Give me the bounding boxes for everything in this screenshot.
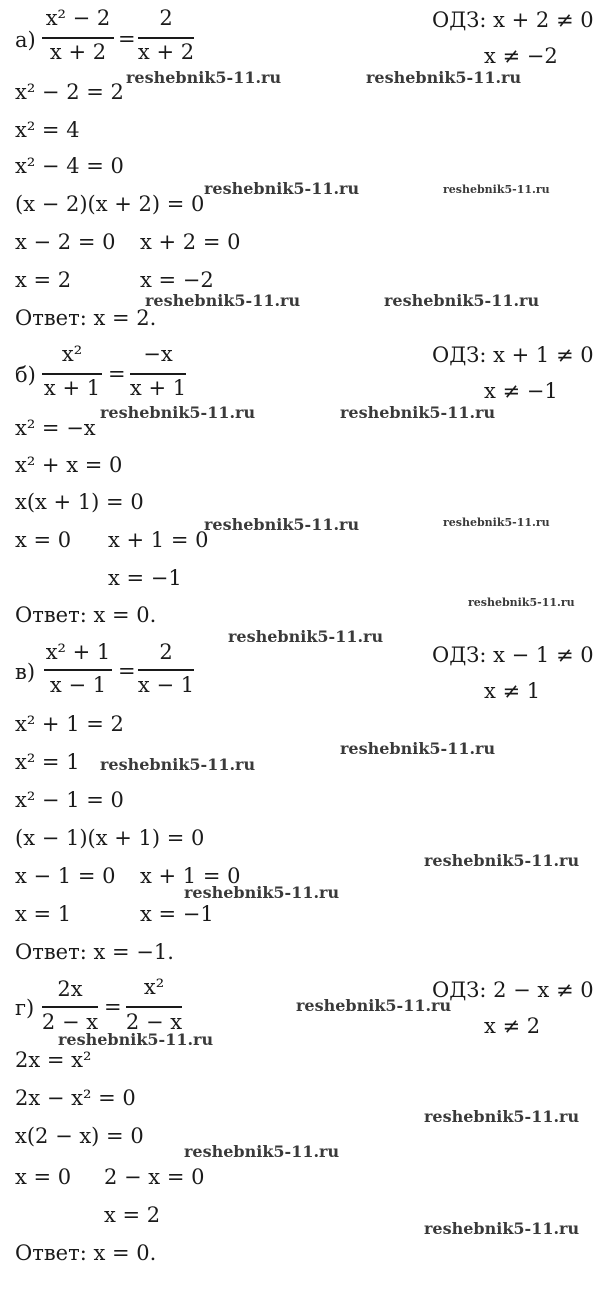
watermark: reshebnik5-11.ru [366,68,522,87]
fraction-bar [44,669,112,671]
denominator: x + 2 [137,40,195,64]
split-right: x = −1 [108,566,182,590]
step-line: x² = 4 [15,118,80,142]
step-line: x² = 1 [15,750,80,774]
numerator: 2x [57,977,83,1001]
split-right: x = 2 [104,1203,161,1227]
numerator: 2 [159,640,173,664]
numerator: x² − 2 [45,6,111,30]
denominator: x − 1 [137,673,195,697]
watermark: reshebnik5-11.ru [468,596,575,609]
odz-result: x ≠ −1 [484,379,558,403]
numerator: 2 [159,6,173,30]
watermark: reshebnik5-11.ru [228,627,384,646]
numerator: x² [61,342,83,366]
step-line: x² + 1 = 2 [15,712,124,736]
step-line: x² − 2 = 2 [15,80,124,104]
fraction-bar [42,1006,98,1008]
equals-sign: = [118,27,136,51]
split-left: x = 0 [15,528,72,552]
split-left: x − 1 = 0 [15,864,116,888]
watermark: reshebnik5-11.ru [424,1107,580,1126]
watermark: reshebnik5-11.ru [384,291,540,310]
watermark: reshebnik5-11.ru [443,516,550,529]
part-letter: в) [15,660,36,684]
denominator: x + 1 [129,376,187,400]
step-line: x² − 4 = 0 [15,154,124,178]
watermark: reshebnik5-11.ru [58,1030,214,1049]
watermark: reshebnik5-11.ru [340,739,496,758]
fraction-bar [138,37,194,39]
step-line: x² + x = 0 [15,453,123,477]
watermark: reshebnik5-11.ru [145,291,301,310]
split-left: x = 2 [15,268,72,292]
step-line: 2x = x² [15,1048,92,1072]
part-letter: б) [15,363,36,387]
answer-line: Ответ: x = 0. [15,1241,157,1265]
watermark: reshebnik5-11.ru [424,1219,580,1238]
odz-condition: ОДЗ: 2 − x ≠ 0 [432,978,594,1002]
watermark: reshebnik5-11.ru [443,183,550,196]
watermark: reshebnik5-11.ru [184,1142,340,1161]
step-line: x² − 1 = 0 [15,788,124,812]
odz-condition: ОДЗ: x + 2 ≠ 0 [432,8,594,32]
odz-result: x ≠ −2 [484,44,558,68]
step-line: (x − 2)(x + 2) = 0 [15,192,205,216]
watermark: reshebnik5-11.ru [100,403,256,422]
watermark: reshebnik5-11.ru [100,755,256,774]
numerator: x² + 1 [45,640,111,664]
split-left: x = 1 [15,902,72,926]
odz-condition: ОДЗ: x − 1 ≠ 0 [432,643,594,667]
denominator: x + 2 [49,40,107,64]
odz-result: x ≠ 1 [484,679,541,703]
step-line: x² = −x [15,416,96,440]
watermark: reshebnik5-11.ru [204,515,360,534]
split-left: x = 0 [15,1165,72,1189]
answer-line: Ответ: x = 0. [15,603,157,627]
answer-line: Ответ: x = 2. [15,306,157,330]
numerator: x² [143,975,165,999]
watermark: reshebnik5-11.ru [184,883,340,902]
split-right: x = −2 [140,268,214,292]
split-right: x = −1 [140,902,214,926]
step-line: x(x + 1) = 0 [15,490,144,514]
split-right: x + 1 = 0 [108,528,209,552]
part-letter: г) [15,996,35,1020]
step-line: 2x − x² = 0 [15,1086,136,1110]
watermark: reshebnik5-11.ru [424,851,580,870]
step-line: x(2 − x) = 0 [15,1124,144,1148]
fraction-bar [42,37,114,39]
split-right: x + 2 = 0 [140,230,241,254]
watermark: reshebnik5-11.ru [296,996,452,1015]
equals-sign: = [108,362,126,386]
fraction-bar [130,373,186,375]
fraction-bar [126,1006,182,1008]
watermark: reshebnik5-11.ru [126,68,282,87]
fraction-bar [138,669,194,671]
watermark: reshebnik5-11.ru [340,403,496,422]
part-letter: а) [15,28,36,52]
numerator: −x [143,342,173,366]
split-right: 2 − x = 0 [104,1165,205,1189]
odz-condition: ОДЗ: x + 1 ≠ 0 [432,343,594,367]
split-left: x − 2 = 0 [15,230,116,254]
watermark: reshebnik5-11.ru [204,179,360,198]
equals-sign: = [104,995,122,1019]
denominator: x + 1 [43,376,101,400]
fraction-bar [42,373,102,375]
answer-line: Ответ: x = −1. [15,940,174,964]
step-line: (x − 1)(x + 1) = 0 [15,826,205,850]
equals-sign: = [118,659,136,683]
odz-result: x ≠ 2 [484,1014,541,1038]
denominator: 2 − x [125,1010,183,1034]
split-right: x + 1 = 0 [140,864,241,888]
denominator: x − 1 [49,673,107,697]
denominator: 2 − x [41,1010,99,1034]
